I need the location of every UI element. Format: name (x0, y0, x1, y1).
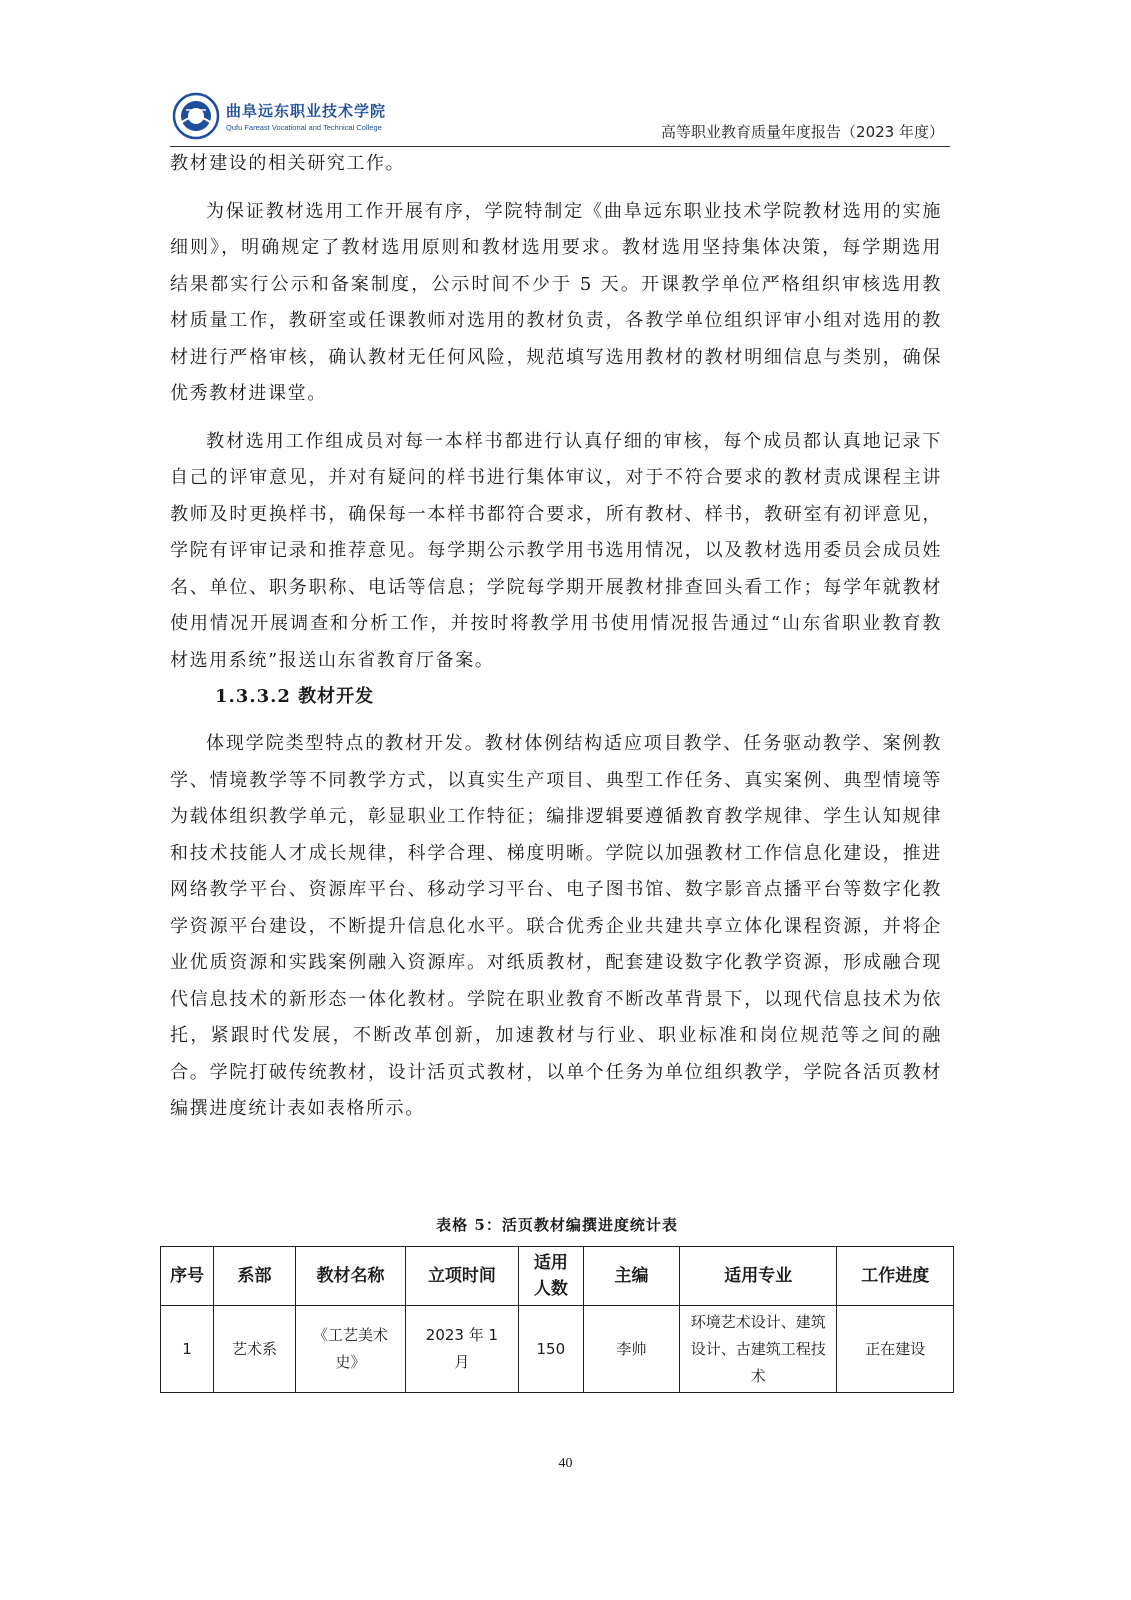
page-number: 40 (558, 1456, 573, 1471)
section-heading: 1.3.3.2 教材开发 (215, 686, 375, 707)
college-name-cn: 曲阜远东职业技术学院 (226, 102, 387, 120)
paragraph-review-process: 教材选用工作组成员对每一本样书都进行认真仔细的审核，每个成员都认真地记录下自己的评审意见，并对有疑问的样书进行集体审议，对于不符合要求的教材责成课程主讲教师及时更换样书，确保每一本样书都符合要求，所有教材、样书，教研室有初评意见，学院有评审记录和推荐意见。每学期公示教学用书选用情况，以及教材选用委员会成员姓名、单位、职务职称、电话等信息；学院每学期开展教材排查回头看工作；每学年就教材使用情况开展调查和分析工作，并按时将教学用书使用情况报告通过“山东省职业教育教材选用系统”报送山东省教育厅备案。 (170, 430, 942, 671)
cell-editor: 李帅 (584, 1306, 680, 1393)
progress-table (160, 1246, 954, 1393)
header-cell-department: 系部 (214, 1247, 296, 1306)
cell-department: 艺术系 (214, 1306, 296, 1393)
page-header (160, 88, 960, 150)
cell-major: 环境艺术设计、建筑设计、古建筑工程技术 (680, 1306, 837, 1393)
table-header-row (161, 1247, 954, 1306)
cell-applicable-count: 150 (518, 1306, 583, 1393)
college-seal-icon (172, 92, 220, 140)
cell-no: 1 (161, 1306, 214, 1393)
table-caption: 表格 5：活页教材编撰进度统计表 (436, 1216, 678, 1234)
header-cell-start-date: 立项时间 (406, 1247, 518, 1306)
college-name-en: Qufu Fareast Vocational and Technical College (226, 123, 382, 132)
header-cell-editor: 主编 (584, 1247, 680, 1306)
body-text (170, 146, 942, 1128)
header-cell-progress: 工作进度 (837, 1247, 954, 1306)
header-cell-major: 适用专业 (680, 1247, 837, 1306)
cell-progress: 正在建设 (837, 1306, 954, 1393)
paragraph-textbook-development: 体现学院类型特点的教材开发。教材体例结构适应项目教学、任务驱动教学、案例教学、情境教学等不同教学方式，以真实生产项目、典型工作任务、真实案例、典型情境等为载体组织教学单元，彰显职业工作特征；编排逻辑要遵循教育教学规律、学生认知规律和技术技能人才成长规律，科学合理、梯度明晰。学院以加强教材工作信息化建设，推进网络教学平台、资源库平台、移动学习平台、电子图书馆、数字影音点播平台等数字化教学资源平台建设，不断提升信息化水平。联合优秀企业共建共享立体化课程资源，并将企业优质资源和实践案例融入资源库。对纸质教材，配套建设数字化教学资源，形成融合现代信息技术的新形态一体化教材。学院在职业教育不断改革背景下，以现代信息技术为依托，紧跟时代发展，不断改革创新，加速教材与行业、职业标准和岗位规范等之间的融合。学院打破传统教材，设计活页式教材，以单个任务为单位组织教学，学院各活页教材编撰进度统计表如表格所示。 (170, 733, 942, 1119)
report-title: 高等职业教育质量年度报告（2023 年度） (661, 123, 944, 141)
header-cell-no: 序号 (161, 1247, 214, 1306)
paragraph-continuation: 教材建设的相关研究工作。 (170, 153, 406, 174)
cell-start-date: 2023 年 1 月 (406, 1306, 518, 1393)
table-row (161, 1306, 954, 1393)
header-cell-applicable-count: 适用人数 (518, 1247, 583, 1306)
cell-textbook-name: 《工艺美术史》 (295, 1306, 405, 1393)
college-logo (172, 92, 386, 140)
header-cell-textbook-name: 教材名称 (295, 1247, 405, 1306)
paragraph-selection-rules: 为保证教材选用工作开展有序，学院特制定《曲阜远东职业技术学院教材选用的实施细则》，明确规定了教材选用原则和教材选用要求。教材选用坚持集体决策，每学期选用结果都实行公示和备案制度，公示时间不少于 5 天。开课教学单位严格组织审核选用教材质量工作，教研室或任课教师对选用的教材负责，各教学单位组织评审小组对选用的教材进行严格审核，确认教材无任何风险，规范填写选用教材的教材明细信息与类别，确保优秀教材进课堂。 (170, 200, 942, 404)
